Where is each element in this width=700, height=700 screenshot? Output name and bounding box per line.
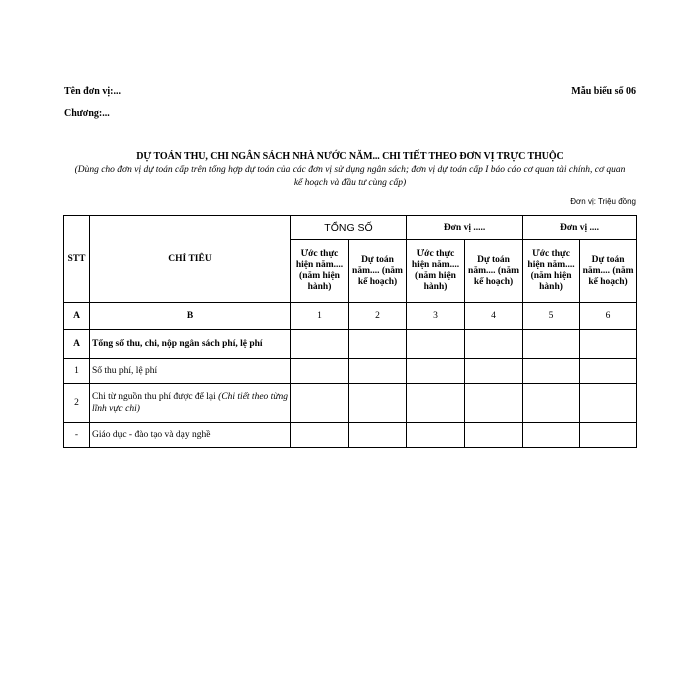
code-cell-stt: A (64, 303, 90, 330)
value-cell (465, 330, 523, 359)
value-cell (291, 423, 349, 448)
table-row (64, 330, 637, 359)
group-header-total: TỔNG SỐ (291, 216, 407, 240)
value-cell (523, 384, 580, 423)
subheader-plan: Dự toán năm.... (năm kế hoạch) (580, 240, 637, 303)
row-label-main: Chi từ nguồn thu phí được để lại (92, 392, 219, 402)
value-cell (291, 359, 349, 384)
code-cell: 4 (465, 303, 523, 330)
budget-table (63, 215, 637, 448)
value-cell (465, 384, 523, 423)
value-cell (349, 330, 407, 359)
value-cell (291, 384, 349, 423)
row-label: Giáo dục - đào tạo và dạy nghề (90, 423, 291, 448)
indicator-header: CHỈ TIÊU (90, 216, 291, 303)
subheader-estimate-actual: Ước thực hiện năm.... (năm hiện hành) (523, 240, 580, 303)
table-row (64, 384, 637, 423)
subheader-plan: Dự toán năm.... (năm kế hoạch) (349, 240, 407, 303)
code-cell: 5 (523, 303, 580, 330)
row-stt: - (64, 423, 90, 448)
document-title: DỰ TOÁN THU, CHI NGÂN SÁCH NHÀ NƯỚC NĂM... CHI TIẾT THEO ĐƠN VỊ TRỰC THUỘC (136, 151, 564, 162)
group-header-unit-1: Đơn vị ..... (407, 216, 523, 240)
subheader-estimate-actual: Ước thực hiện năm.... (năm hiện hành) (291, 240, 349, 303)
value-cell (291, 330, 349, 359)
subheader-plan: Dự toán năm.... (năm kế hoạch) (465, 240, 523, 303)
value-cell (580, 423, 637, 448)
value-cell (407, 359, 465, 384)
value-cell (349, 384, 407, 423)
value-cell (349, 423, 407, 448)
document-subtitle: (Dùng cho đơn vị dự toán cấp trên tổng hợp dự toán của các đơn vị sử dụng ngân sách; đơn vị dự toán cấp I báo cáo cơ quan tài chính, cơ quan kế hoạch và đầu tư cùng cấp) (74, 165, 626, 188)
subheader-estimate-actual: Ước thực hiện năm.... (năm hiện hành) (407, 240, 465, 303)
code-cell: 6 (580, 303, 637, 330)
value-cell (407, 423, 465, 448)
value-cell (580, 384, 637, 423)
value-cell (465, 423, 523, 448)
value-cell (407, 384, 465, 423)
stt-header: STT (64, 216, 90, 303)
table-row (64, 359, 637, 384)
row-stt: 1 (64, 359, 90, 384)
code-cell: 1 (291, 303, 349, 330)
chapter-label: Chương:... (64, 108, 110, 119)
row-stt: 2 (64, 384, 90, 423)
value-cell (523, 359, 580, 384)
row-label: Số thu phí, lệ phí (90, 359, 291, 384)
value-cell (580, 330, 637, 359)
value-cell (349, 359, 407, 384)
row-label: Tổng số thu, chi, nộp ngân sách phí, lệ phí (90, 330, 291, 359)
row-label (90, 384, 291, 423)
value-cell (523, 330, 580, 359)
row-stt: A (64, 330, 90, 359)
group-header-unit-2: Đơn vị .... (523, 216, 637, 240)
row-label-note: (Chi tiết theo từng lĩnh vực chi) (92, 392, 288, 414)
code-cell: 2 (349, 303, 407, 330)
code-cell: 3 (407, 303, 465, 330)
value-cell (465, 359, 523, 384)
value-cell (407, 330, 465, 359)
value-cell (523, 423, 580, 448)
value-cell (580, 359, 637, 384)
unit-name-label: Tên đơn vị:... (64, 86, 121, 97)
table-row (64, 423, 637, 448)
code-cell-indicator: B (90, 303, 291, 330)
currency-unit-note: Đơn vị: Triệu đồng (570, 197, 636, 206)
form-number-label: Mẫu biểu số 06 (571, 86, 636, 97)
